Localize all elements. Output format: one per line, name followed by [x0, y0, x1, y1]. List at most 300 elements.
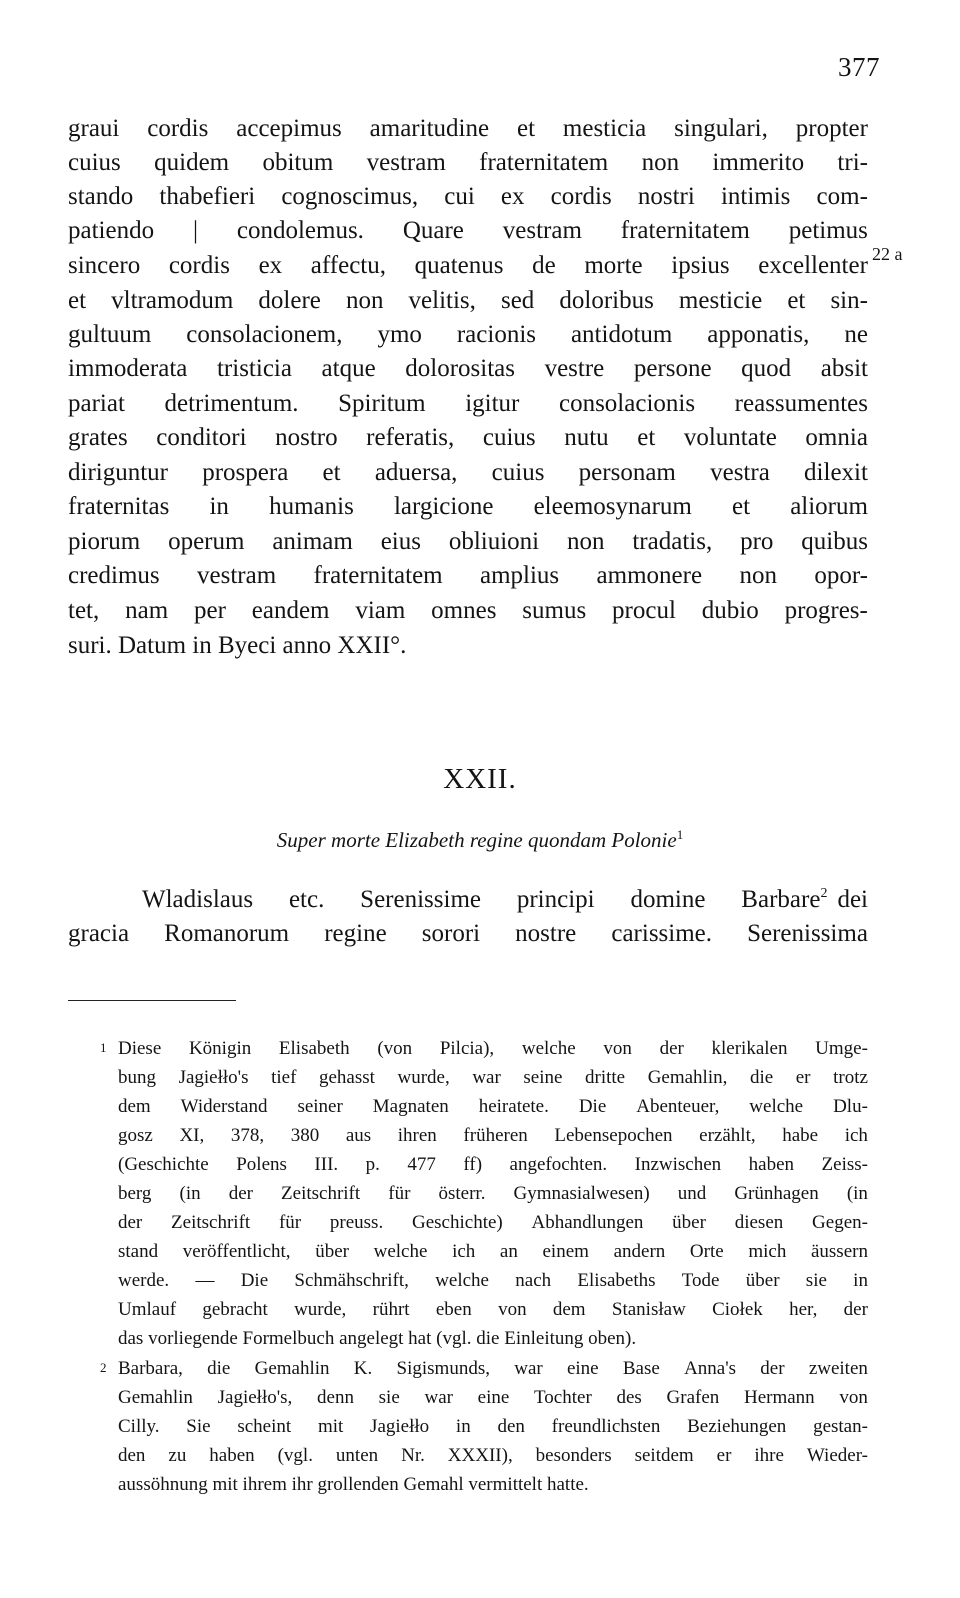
- word: Schmähschrift,: [294, 1270, 409, 1291]
- word: credimus: [68, 562, 160, 589]
- word: nostri: [637, 183, 695, 210]
- word: die: [207, 1358, 231, 1379]
- footnote-line: [118, 1210, 868, 1235]
- word: freundlichsten: [551, 1416, 661, 1437]
- word: nostre: [515, 920, 577, 947]
- text-line: [68, 389, 868, 419]
- word: et: [322, 459, 341, 486]
- word: scheint: [237, 1416, 292, 1437]
- word: racionis: [456, 321, 536, 348]
- word: klerikalen: [711, 1038, 788, 1059]
- word: et: [516, 115, 536, 142]
- word: dolere: [258, 287, 321, 314]
- word: Diese: [118, 1038, 162, 1059]
- word: Spiritum: [338, 390, 426, 417]
- word: welche: [521, 1038, 576, 1059]
- word: dem: [118, 1096, 151, 1117]
- footnote-line: [118, 1356, 868, 1381]
- word: carissime.: [611, 920, 713, 947]
- word: 477: [407, 1154, 436, 1175]
- word: grates: [68, 424, 128, 451]
- footnote-line: [118, 1094, 868, 1119]
- word: etc.: [288, 886, 325, 913]
- section-line-1-words: [142, 886, 820, 914]
- word: affectu,: [310, 252, 386, 279]
- word: propter: [795, 115, 868, 142]
- word: vestre: [544, 355, 605, 382]
- word: welche: [373, 1241, 428, 1262]
- word: früheren: [463, 1125, 528, 1146]
- word: cuius: [491, 459, 545, 486]
- word: prospera: [202, 459, 289, 486]
- word: absit: [820, 355, 868, 382]
- word: sie: [378, 1387, 400, 1408]
- footnote-line: das vorliegende Formelbuch angelegt hat (vgl. die Einleitung oben).: [118, 1328, 637, 1349]
- word: war: [424, 1387, 453, 1408]
- footnote-line: [118, 1152, 868, 1177]
- footnote-ref: 2: [820, 886, 828, 901]
- word: bung: [118, 1067, 156, 1088]
- word: 378,: [230, 1125, 265, 1146]
- margin-note: 22 a: [872, 244, 903, 264]
- word: ich: [844, 1125, 868, 1146]
- word: gebracht: [202, 1299, 268, 1320]
- section-subtitle: [0, 827, 960, 853]
- word: berg: [118, 1183, 152, 1204]
- word: von: [498, 1299, 527, 1320]
- word: pariat: [68, 390, 125, 417]
- word: ihren: [397, 1125, 437, 1146]
- word: detrimentum.: [164, 390, 299, 417]
- footnote-line: [118, 1414, 868, 1439]
- word: (in: [179, 1183, 201, 1204]
- word: excellenter: [758, 252, 868, 279]
- word: der: [118, 1212, 143, 1233]
- word: Magnaten: [372, 1096, 449, 1117]
- word: des: [616, 1387, 642, 1408]
- word: äussern: [810, 1241, 868, 1262]
- word: operum: [168, 528, 245, 555]
- word: stand: [118, 1241, 159, 1262]
- section-line-1: [142, 886, 868, 914]
- word: Nr.: [401, 1445, 425, 1466]
- word: doloribus: [559, 287, 654, 314]
- word: cognoscimus,: [281, 183, 419, 210]
- word: progres-: [784, 597, 868, 624]
- word: haben: [748, 1154, 795, 1175]
- word: igitur: [465, 390, 520, 417]
- word: humanis: [269, 493, 354, 520]
- word: amplius: [480, 562, 560, 589]
- word: Die: [240, 1270, 269, 1291]
- text-line: [68, 458, 868, 488]
- word: der: [843, 1299, 868, 1320]
- page-number: 377: [838, 52, 880, 82]
- word: Beziehungen: [687, 1416, 787, 1437]
- word: personam: [578, 459, 676, 486]
- word: eine: [566, 1358, 599, 1379]
- word: tet,: [68, 597, 100, 624]
- word: patiendo: [68, 217, 155, 244]
- word: in: [455, 1416, 471, 1437]
- text-line: [68, 286, 868, 316]
- word: quibus: [801, 528, 868, 555]
- word: Gemahlin: [254, 1358, 330, 1379]
- word: Umlauf: [118, 1299, 177, 1320]
- word: er: [716, 1445, 732, 1466]
- text-line: [68, 492, 868, 522]
- word: erzählt,: [699, 1125, 756, 1146]
- word: morte: [584, 252, 643, 279]
- word: Serenissima: [747, 920, 868, 947]
- word: Jagiełło: [370, 1416, 430, 1437]
- word: die: [749, 1067, 774, 1088]
- word: non: [641, 149, 680, 176]
- word: sin-: [830, 287, 868, 314]
- word: von: [839, 1387, 868, 1408]
- word: (in: [846, 1183, 868, 1204]
- word: Die: [578, 1096, 607, 1117]
- word: dubio: [701, 597, 759, 624]
- word: omnia: [805, 424, 868, 451]
- word: über: [745, 1270, 780, 1291]
- word: er: [795, 1067, 811, 1088]
- word: atque: [321, 355, 376, 382]
- footnote-rule: [68, 1000, 236, 1001]
- word: Jagiełło's: [178, 1067, 249, 1088]
- word: her,: [789, 1299, 818, 1320]
- word: seiner: [297, 1096, 343, 1117]
- word: et: [637, 424, 656, 451]
- word: gracia: [68, 920, 130, 947]
- word: immoderata: [68, 355, 188, 382]
- word: fraternitatem: [620, 217, 750, 244]
- word: Cilly.: [118, 1416, 160, 1437]
- word: seine: [523, 1067, 563, 1088]
- word: Elisabeths: [577, 1270, 656, 1291]
- word: graui: [68, 115, 120, 142]
- word: ich: [452, 1241, 476, 1262]
- word: non: [345, 287, 384, 314]
- footnote-line: [118, 1297, 868, 1322]
- word: Lebensepochen: [554, 1125, 673, 1146]
- word: tri-: [837, 149, 868, 176]
- footnote-line: [118, 1065, 868, 1090]
- word: Inzwischen: [634, 1154, 722, 1175]
- word: dolorositas: [405, 355, 515, 382]
- text-line: [68, 596, 868, 626]
- footnote-line: [118, 1036, 868, 1061]
- word: Hermann: [743, 1387, 815, 1408]
- word: Zeitschrift: [281, 1183, 361, 1204]
- word: —: [195, 1270, 215, 1291]
- word: dilexit: [804, 459, 868, 486]
- word: domine: [630, 886, 706, 913]
- word: Sie: [186, 1416, 211, 1437]
- word: ne: [844, 321, 868, 348]
- word: von: [603, 1038, 632, 1059]
- word: K.: [353, 1358, 373, 1379]
- word: welche: [435, 1270, 489, 1291]
- word: fraternitas: [68, 493, 170, 520]
- word: Pilcia),: [439, 1038, 495, 1059]
- word: consolacionis: [558, 390, 696, 417]
- word: gehasst: [318, 1067, 375, 1088]
- word: tristicia: [216, 355, 292, 382]
- word: tief: [271, 1067, 297, 1088]
- word: ff): [463, 1154, 483, 1175]
- footnote-line: [118, 1268, 868, 1293]
- word: cordis: [147, 115, 209, 142]
- word: fraternitatem: [313, 562, 443, 589]
- word: in: [209, 493, 229, 520]
- word: singulari,: [674, 115, 768, 142]
- text-line: [68, 182, 868, 212]
- word: et: [68, 287, 87, 314]
- text-line: [68, 423, 868, 453]
- word: Anna's: [684, 1358, 737, 1379]
- word: Dlu-: [833, 1096, 868, 1117]
- word: animam: [272, 528, 353, 555]
- word: referatis,: [366, 424, 455, 451]
- word: habe: [782, 1125, 819, 1146]
- word: Geschichte): [412, 1212, 503, 1233]
- word: aus: [345, 1125, 372, 1146]
- word: denn: [317, 1387, 354, 1408]
- word: sorori: [421, 920, 481, 947]
- word: über: [315, 1241, 349, 1262]
- word: cordis: [550, 183, 612, 210]
- word: Romanorum: [164, 920, 290, 947]
- footnote-ref: 1: [676, 827, 684, 842]
- word: Serenissime: [360, 886, 481, 913]
- word: gosz: [118, 1125, 153, 1146]
- word: intimis: [720, 183, 791, 210]
- word: fraternitatem: [479, 149, 609, 176]
- word: ammonere: [596, 562, 703, 589]
- word: vestram: [366, 149, 446, 176]
- word: den: [118, 1445, 146, 1466]
- word: für: [388, 1183, 411, 1204]
- word: trotz: [833, 1067, 868, 1088]
- word: vltramodum: [111, 287, 234, 314]
- word: unten: [335, 1445, 379, 1466]
- footnote-mark: 2: [100, 1360, 107, 1375]
- word: cuius: [68, 149, 121, 176]
- word: Abhandlungen: [531, 1212, 644, 1233]
- word: vestram: [502, 217, 582, 244]
- word: gestan-: [813, 1416, 868, 1437]
- text-line: [68, 320, 868, 350]
- word: tradatis,: [632, 528, 713, 555]
- word: 380: [290, 1125, 320, 1146]
- word: cordis: [168, 252, 230, 279]
- word: largicione: [393, 493, 494, 520]
- word: Elisabeth: [278, 1038, 350, 1059]
- word: sie: [805, 1270, 827, 1291]
- word: immerito: [712, 149, 805, 176]
- word: sumus: [522, 597, 587, 624]
- word: heiratete.: [478, 1096, 549, 1117]
- word: et: [732, 493, 751, 520]
- section-line-2: [68, 920, 868, 948]
- word: consolacionem,: [186, 321, 343, 348]
- word: Grafen: [666, 1387, 720, 1408]
- word: gultuum: [68, 321, 152, 348]
- word: nostro: [275, 424, 338, 451]
- word: Stanisław: [611, 1299, 686, 1320]
- word: Wladislaus: [142, 886, 254, 913]
- word: eben: [435, 1299, 472, 1320]
- footnote-line: [118, 1443, 868, 1468]
- word: andern: [613, 1241, 666, 1262]
- word: dem: [552, 1299, 586, 1320]
- word: accepimus: [236, 115, 342, 142]
- word: zu: [168, 1445, 187, 1466]
- word: welche: [749, 1096, 804, 1117]
- word: an: [499, 1241, 518, 1262]
- word: für: [278, 1212, 302, 1233]
- word: war: [472, 1067, 501, 1088]
- word: Zeitschrift: [171, 1212, 251, 1233]
- word: Abenteuer,: [636, 1096, 720, 1117]
- word: pro: [740, 528, 774, 555]
- footnote-line: [118, 1123, 868, 1148]
- word: Barbara,: [118, 1358, 183, 1379]
- word: der: [760, 1358, 785, 1379]
- text-line: [68, 216, 868, 246]
- word: preuss.: [329, 1212, 384, 1233]
- word: haben: [209, 1445, 255, 1466]
- footnote-line: [118, 1181, 868, 1206]
- word: angefochten.: [509, 1154, 608, 1175]
- word: apponatis,: [707, 321, 810, 348]
- word: ihre: [754, 1445, 784, 1466]
- footnote-mark: 1: [100, 1040, 107, 1055]
- word: condolemus.: [236, 217, 364, 244]
- word: sincero: [68, 252, 141, 279]
- word: |: [192, 217, 198, 244]
- word: mit: [317, 1416, 344, 1437]
- word: ipsius: [671, 252, 730, 279]
- word: über: [672, 1212, 706, 1233]
- word: eandem: [251, 597, 330, 624]
- word: piorum: [68, 528, 141, 555]
- word: Gymnasialwesen): [513, 1183, 650, 1204]
- word: aliorum: [790, 493, 868, 520]
- word: III.: [314, 1154, 339, 1175]
- word: Widerstand: [180, 1096, 268, 1117]
- word: amaritudine: [369, 115, 490, 142]
- word: nach: [515, 1270, 552, 1291]
- word: regine: [324, 920, 387, 947]
- word: procul: [612, 597, 676, 624]
- word: per: [193, 597, 226, 624]
- word: conditori: [156, 424, 247, 451]
- word: opor-: [814, 562, 868, 589]
- text-line: [68, 251, 868, 281]
- word: Umge-: [815, 1038, 868, 1059]
- word: non: [567, 528, 605, 555]
- word: de: [532, 252, 556, 279]
- word: Orte: [689, 1241, 724, 1262]
- word: zweiten: [808, 1358, 868, 1379]
- word: quod: [741, 355, 792, 382]
- word: mich: [748, 1241, 787, 1262]
- word: voluntate: [683, 424, 777, 451]
- word: antidotum: [570, 321, 673, 348]
- word: (Geschichte: [118, 1154, 209, 1175]
- word: aduersa,: [374, 459, 458, 486]
- text-line: [68, 527, 868, 557]
- word: vestra: [710, 459, 770, 486]
- word: der: [659, 1038, 684, 1059]
- word: com-: [816, 183, 868, 210]
- word: wurde,: [294, 1299, 347, 1320]
- word: Ciołek: [712, 1299, 763, 1320]
- word: Gegen-: [812, 1212, 868, 1233]
- word: ymo: [377, 321, 422, 348]
- word: rührt: [372, 1299, 410, 1320]
- word: persone: [633, 355, 712, 382]
- word: Tode: [681, 1270, 720, 1291]
- word: Jagiełło's,: [217, 1387, 293, 1408]
- word: non: [739, 562, 777, 589]
- word: ex: [500, 183, 525, 210]
- word: Sigismunds,: [396, 1358, 490, 1379]
- word: Gemahlin,: [647, 1067, 728, 1088]
- word: seitdem: [634, 1445, 694, 1466]
- subtitle-text: Super morte Elizabeth regine quondam Polonie: [276, 828, 677, 852]
- word: eine: [477, 1387, 510, 1408]
- word: Königin: [188, 1038, 252, 1059]
- word: Wieder-: [806, 1445, 868, 1466]
- word: österr.: [438, 1183, 486, 1204]
- word: Gemahlin: [118, 1387, 193, 1408]
- word: quidem: [154, 149, 230, 176]
- word: Zeiss-: [821, 1154, 868, 1175]
- word: und: [677, 1183, 707, 1204]
- word: XXXII),: [447, 1445, 513, 1466]
- word: nam: [125, 597, 169, 624]
- word: reassumentes: [734, 390, 868, 417]
- footnote-line: aussöhnung mit ihrem ihr grollenden Gemahl vermittelt hatte.: [118, 1474, 589, 1495]
- text-line: [68, 561, 868, 591]
- word: Polens: [236, 1154, 287, 1175]
- word: XI,: [179, 1125, 205, 1146]
- text-line: [68, 148, 868, 178]
- word: war: [514, 1358, 543, 1379]
- section-line-1-end: dei: [837, 886, 868, 913]
- word: einem: [542, 1241, 589, 1262]
- text-line: [68, 114, 868, 144]
- word: principi: [516, 886, 595, 913]
- footnote-line: [118, 1239, 868, 1264]
- word: diesen: [734, 1212, 784, 1233]
- word: thabefieri: [159, 183, 256, 210]
- word: wurde,: [397, 1067, 450, 1088]
- word: mesticie: [678, 287, 763, 314]
- word: veröffentlicht,: [182, 1241, 291, 1262]
- word: omnes: [431, 597, 497, 624]
- word: Tochter: [534, 1387, 592, 1408]
- word: Barbare: [741, 886, 821, 913]
- word: petimus: [788, 217, 868, 244]
- word: mesticia: [562, 115, 647, 142]
- word: obitum: [262, 149, 334, 176]
- word: diriguntur: [68, 459, 168, 486]
- section-heading: XXII.: [443, 763, 517, 795]
